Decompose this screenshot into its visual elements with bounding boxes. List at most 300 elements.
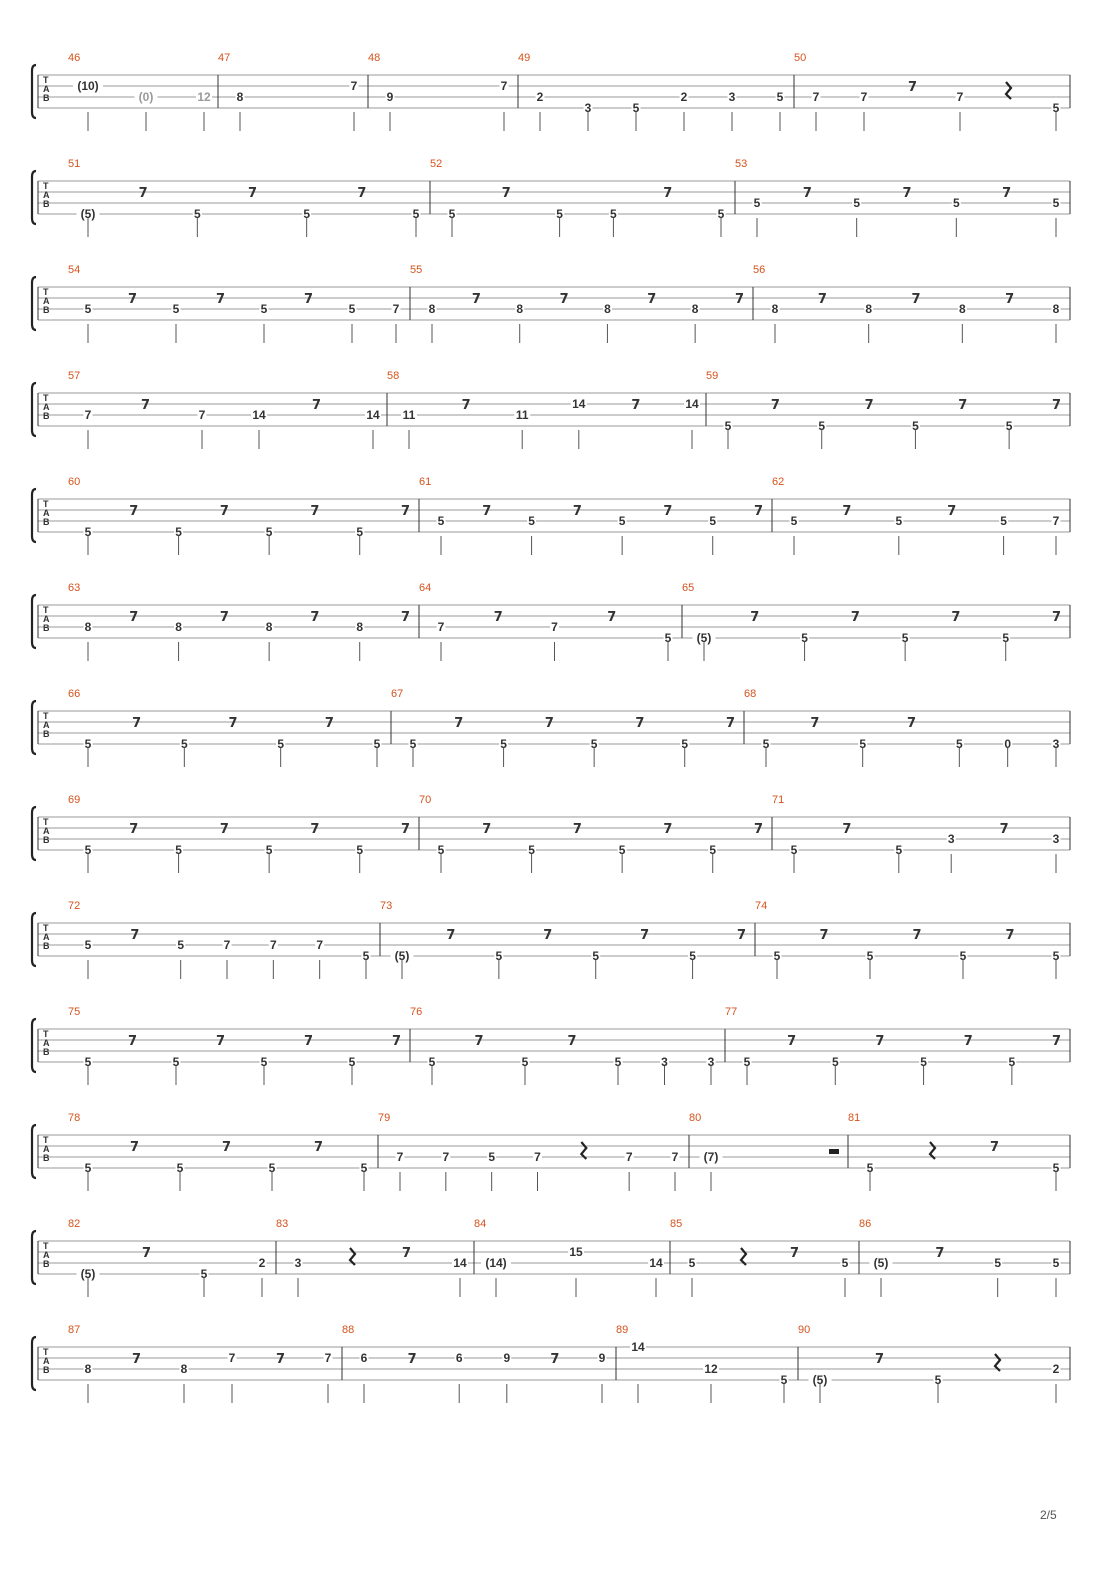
eighth-rest: 7	[663, 504, 673, 519]
tab-clef-letter: B	[43, 517, 50, 527]
eighth-rest: 7	[474, 1034, 484, 1049]
measure-number: 80	[689, 1112, 702, 1124]
tab-clef-letter: T	[43, 393, 49, 403]
system-bracket	[32, 595, 36, 648]
measure-number: 60	[68, 476, 81, 488]
eighth-rest: 7	[501, 186, 511, 201]
fret-number: 7	[392, 302, 400, 316]
measure	[68, 1324, 333, 1403]
tab-clef-letter: A	[43, 402, 50, 412]
measure-number: 70	[419, 794, 432, 806]
fret-number: 5	[265, 843, 273, 857]
fret-number: 5	[818, 419, 826, 433]
fret-number: 5	[743, 1055, 751, 1069]
measure-number: 52	[430, 158, 443, 170]
measure	[68, 1218, 267, 1297]
measure-number: 49	[518, 52, 531, 64]
quarter-rest	[741, 1248, 746, 1265]
fret-number: (10)	[77, 79, 99, 93]
measure	[518, 52, 785, 131]
fret-number: 5	[664, 631, 672, 645]
fret-number: 3	[1052, 832, 1060, 846]
eighth-rest: 7	[314, 1140, 324, 1155]
fret-number: 5	[618, 843, 626, 857]
eighth-rest: 7	[544, 716, 554, 731]
fret-number: 5	[412, 207, 420, 221]
fret-number: 5	[495, 949, 503, 963]
eighth-rest: 7	[392, 1034, 402, 1049]
measure	[68, 158, 421, 237]
fret-number: 5	[790, 843, 798, 857]
fret-number: 5	[1005, 419, 1013, 433]
fret-number: 8	[428, 302, 436, 316]
measure	[378, 1112, 680, 1191]
eighth-rest: 7	[810, 716, 820, 731]
fret-number: 2	[536, 90, 544, 104]
eighth-rest: 7	[248, 186, 258, 201]
quarter-rest	[581, 1142, 586, 1159]
fret-number: 3	[707, 1055, 715, 1069]
measure-number: 79	[378, 1112, 391, 1124]
eighth-rest: 7	[402, 1246, 412, 1261]
fret-number: 5	[521, 1055, 529, 1069]
fret-number: 8	[1052, 302, 1060, 316]
measure-number: 78	[68, 1112, 81, 1124]
eighth-rest: 7	[128, 1034, 138, 1049]
fret-number: (5)	[812, 1373, 828, 1387]
fret-number: 9	[503, 1351, 511, 1365]
eighth-rest: 7	[1005, 292, 1015, 307]
fret-number: 7	[442, 1150, 450, 1164]
quarter-rest	[1006, 82, 1011, 99]
fret-number: 5	[1052, 1161, 1060, 1175]
eighth-rest: 7	[572, 822, 582, 837]
measure-number: 89	[616, 1324, 629, 1336]
page-number: 2/5	[1040, 1508, 1057, 1522]
tab-system	[32, 370, 1070, 449]
fret-number: 5	[610, 207, 617, 221]
measure-number: 59	[706, 370, 719, 382]
fret-number: 5	[1002, 631, 1010, 645]
fret-number: 5	[920, 1055, 927, 1069]
eighth-rest: 7	[312, 398, 322, 413]
eighth-rest: 7	[219, 822, 229, 837]
tab-system	[32, 1112, 1070, 1191]
tab-system	[32, 476, 1070, 555]
eighth-rest: 7	[947, 504, 957, 519]
fret-number: 2	[680, 90, 688, 104]
measure	[430, 158, 726, 237]
fret-number: 5	[790, 514, 798, 528]
measure-number: 90	[798, 1324, 811, 1336]
tab-clef-letter: B	[43, 1047, 50, 1057]
fret-number: 2	[1052, 1362, 1060, 1376]
fret-number: 7	[316, 938, 324, 952]
system-bracket	[32, 913, 36, 966]
fret-number: 5	[268, 1161, 276, 1175]
tab-clef-letter: T	[43, 923, 49, 933]
fret-number: 5	[193, 207, 201, 221]
fret-number: 5	[1052, 1256, 1060, 1270]
eighth-rest: 7	[802, 186, 812, 201]
measure	[753, 264, 1061, 343]
eighth-rest: 7	[130, 928, 140, 943]
measure	[772, 794, 1061, 873]
fret-number: 5	[84, 1161, 92, 1175]
eighth-rest: 7	[850, 610, 860, 625]
fret-number: 5	[356, 525, 364, 539]
measure	[772, 476, 1061, 555]
fret-number: 5	[260, 1055, 268, 1069]
measure	[68, 688, 382, 767]
fret-number: 14	[572, 397, 586, 411]
fret-number: 5	[356, 843, 364, 857]
fret-number: 5	[176, 1161, 184, 1175]
measure-number: 76	[410, 1006, 423, 1018]
measure	[474, 1218, 664, 1297]
measure-number: 69	[68, 794, 81, 806]
eighth-rest: 7	[130, 1140, 140, 1155]
measure	[68, 476, 410, 555]
system-bracket	[32, 1019, 36, 1072]
system-bracket	[32, 277, 36, 330]
measure-number: 68	[744, 688, 757, 700]
tab-clef-letter: T	[43, 605, 49, 615]
fret-number: 5	[277, 737, 285, 751]
quarter-rest	[930, 1142, 935, 1159]
fret-number: 3	[294, 1256, 302, 1270]
fret-number: 5	[689, 949, 696, 963]
fret-number: 7	[812, 90, 820, 104]
eighth-rest: 7	[787, 1034, 797, 1049]
eighth-rest: 7	[735, 292, 745, 307]
fret-number: 5	[84, 737, 92, 751]
measure	[410, 1006, 716, 1085]
eighth-rest: 7	[216, 1034, 226, 1049]
tab-clef-letter: A	[43, 1144, 50, 1154]
fret-number: 8	[356, 620, 364, 634]
fret-number: 5	[84, 938, 92, 952]
eighth-rest: 7	[864, 398, 874, 413]
fret-number: 12	[197, 90, 211, 104]
fret-number: 3	[661, 1055, 668, 1069]
measure	[744, 688, 1061, 767]
measure-number: 64	[419, 582, 432, 594]
fret-number: 8	[865, 302, 873, 316]
eighth-rest: 7	[663, 186, 673, 201]
measure-number: 74	[755, 900, 768, 912]
measure	[68, 582, 410, 661]
tab-clef-letter: T	[43, 75, 49, 85]
fret-number: (5)	[80, 1267, 96, 1281]
eighth-rest: 7	[567, 1034, 577, 1049]
fret-number: 15	[569, 1245, 583, 1259]
measure-number: 51	[68, 158, 81, 170]
eighth-rest: 7	[493, 610, 503, 625]
eighth-rest: 7	[935, 1246, 945, 1261]
measure-number: 57	[68, 370, 81, 382]
fret-number: 5	[859, 737, 867, 751]
eighth-rest: 7	[276, 1352, 286, 1367]
fret-number: 11	[515, 408, 529, 422]
fret-number: (5)	[80, 207, 96, 221]
tab-clef-letter: T	[43, 181, 49, 191]
tab-clef-letter: A	[43, 720, 50, 730]
fret-number: 3	[1052, 737, 1060, 751]
fret-number: 5	[200, 1267, 208, 1281]
measure-number: 55	[410, 264, 423, 276]
measure-number: 77	[725, 1006, 738, 1018]
tab-clef-letter: A	[43, 1038, 50, 1048]
tab-clef-letter: A	[43, 614, 50, 624]
fret-number: 7	[534, 1150, 541, 1164]
tab-system	[32, 794, 1070, 873]
measure	[616, 1324, 789, 1403]
fret-number: 5	[84, 525, 92, 539]
fret-number: 8	[175, 620, 182, 634]
fret-number: 8	[604, 302, 611, 316]
fret-number: 7	[223, 938, 231, 952]
fret-number: 8	[265, 620, 273, 634]
fret-number: 8	[180, 1362, 188, 1376]
fret-number: 5	[866, 1161, 874, 1175]
fret-number: 5	[895, 843, 903, 857]
fret-number: 5	[1008, 1055, 1016, 1069]
tab-clef-letter: B	[43, 835, 50, 845]
measure	[848, 1112, 1061, 1191]
eighth-rest: 7	[550, 1352, 560, 1367]
system-bracket	[32, 701, 36, 754]
eighth-rest: 7	[219, 504, 229, 519]
measure	[391, 688, 735, 767]
fret-number: 5	[959, 949, 967, 963]
measure	[68, 370, 381, 449]
eighth-rest: 7	[754, 822, 764, 837]
eighth-rest: 7	[911, 292, 921, 307]
fret-number: 5	[437, 843, 445, 857]
fret-number: 7	[860, 90, 868, 104]
eighth-rest: 7	[543, 928, 553, 943]
measure-number: 47	[218, 52, 231, 64]
fret-number: 5	[556, 207, 563, 221]
fret-number: 14	[252, 408, 266, 422]
fret-number: 5	[1000, 514, 1007, 528]
tab-system	[32, 158, 1070, 237]
eighth-rest: 7	[310, 504, 320, 519]
eighth-rest: 7	[129, 610, 139, 625]
measure-number: 82	[68, 1218, 81, 1230]
tab-clef-letter: B	[43, 305, 50, 315]
eighth-rest: 7	[754, 504, 764, 519]
measure	[859, 1218, 1061, 1297]
tab-clef-letter: A	[43, 190, 50, 200]
measure-number: 83	[276, 1218, 289, 1230]
fret-number: 5	[709, 843, 717, 857]
tab-clef-letter: B	[43, 1259, 50, 1269]
measure-number: 72	[68, 900, 81, 912]
fret-number: 5	[853, 196, 861, 210]
measure	[368, 52, 509, 131]
fret-number: 12	[704, 1362, 718, 1376]
fret-number: 5	[934, 1373, 942, 1387]
eighth-rest: 7	[482, 504, 492, 519]
system-bracket	[32, 383, 36, 436]
fret-number: 6	[455, 1351, 463, 1365]
eighth-rest: 7	[141, 398, 151, 413]
tab-clef-letter: B	[43, 1153, 50, 1163]
tab-clef-letter: B	[43, 93, 50, 103]
eighth-rest: 7	[726, 716, 736, 731]
eighth-rest: 7	[908, 80, 918, 95]
eighth-rest: 7	[990, 1140, 1000, 1155]
fret-number: 5	[901, 631, 909, 645]
tab-clef-letter: A	[43, 84, 50, 94]
measure	[755, 900, 1061, 979]
fret-number: 5	[528, 514, 535, 528]
fret-number: 5	[762, 737, 770, 751]
fret-number: 5	[841, 1256, 849, 1270]
measure	[68, 264, 401, 343]
fret-number: 7	[396, 1150, 404, 1164]
measure-number: 46	[68, 52, 81, 64]
fret-number: 5	[590, 737, 598, 751]
tab-clef-letter: B	[43, 411, 50, 421]
fret-number: 14	[631, 1340, 645, 1354]
fret-number: 5	[912, 419, 919, 433]
eighth-rest: 7	[324, 716, 334, 731]
tab-clef-letter: A	[43, 826, 50, 836]
fret-number: 8	[691, 302, 699, 316]
measure-number: 66	[68, 688, 81, 700]
eighth-rest: 7	[401, 822, 411, 837]
measure	[725, 1006, 1061, 1085]
tab-clef-letter: T	[43, 1347, 49, 1357]
eighth-rest: 7	[228, 716, 238, 731]
eighth-rest: 7	[304, 1034, 314, 1049]
fret-number: 7	[1052, 514, 1060, 528]
eighth-rest: 7	[142, 1246, 152, 1261]
measure	[794, 52, 1061, 131]
tab-clef-letter: B	[43, 623, 50, 633]
eighth-rest: 7	[482, 822, 492, 837]
fret-number: 5	[614, 1055, 622, 1069]
fret-number: (5)	[696, 631, 712, 645]
measure	[682, 582, 1061, 661]
fret-number: 14	[366, 408, 380, 422]
fret-number: 14	[649, 1256, 663, 1270]
tab-clef-letter: T	[43, 1029, 49, 1039]
eighth-rest: 7	[471, 292, 481, 307]
eighth-rest: 7	[310, 822, 320, 837]
measure	[276, 1218, 468, 1297]
measure-number: 73	[380, 900, 393, 912]
eighth-rest: 7	[875, 1352, 885, 1367]
fret-number: 5	[866, 949, 874, 963]
eighth-rest: 7	[129, 822, 139, 837]
fret-number: 5	[955, 737, 963, 751]
fret-number: 5	[175, 525, 182, 539]
eighth-rest: 7	[357, 186, 367, 201]
fret-number: 5	[709, 514, 717, 528]
fret-number: 11	[402, 408, 416, 422]
measure	[735, 158, 1061, 237]
fret-number: 7	[551, 620, 558, 634]
fret-number: 5	[373, 737, 381, 751]
eighth-rest: 7	[819, 928, 829, 943]
fret-number: 3	[947, 832, 955, 846]
measure-number: 61	[419, 476, 432, 488]
fret-number: (5)	[873, 1256, 889, 1270]
fret-number: 5	[362, 949, 370, 963]
fret-number: 3	[728, 90, 736, 104]
measure	[68, 1112, 369, 1191]
fret-number: 7	[269, 938, 277, 952]
tab-system	[32, 52, 1070, 131]
measure-number: 53	[735, 158, 748, 170]
fret-number: 5	[177, 938, 185, 952]
fret-number: 5	[84, 1055, 92, 1069]
measure	[380, 900, 746, 979]
eighth-rest: 7	[132, 1352, 142, 1367]
fret-number: 7	[350, 79, 358, 93]
fret-number: 5	[632, 101, 640, 115]
fret-number: 7	[625, 1150, 633, 1164]
measure-number: 75	[68, 1006, 81, 1018]
tab-clef-letter: T	[43, 499, 49, 509]
measure-number: 86	[859, 1218, 872, 1230]
eighth-rest: 7	[963, 1034, 973, 1049]
half-rest	[829, 1149, 839, 1154]
tab-clef-letter: T	[43, 1241, 49, 1251]
measure	[419, 582, 673, 661]
fret-number: 7	[500, 79, 508, 93]
measure-number: 63	[68, 582, 81, 594]
eighth-rest: 7	[737, 928, 747, 943]
fret-number: 2	[258, 1256, 266, 1270]
eighth-rest: 7	[1052, 398, 1062, 413]
eighth-rest: 7	[401, 504, 411, 519]
measure-number: 50	[794, 52, 807, 64]
fret-number: 5	[175, 843, 182, 857]
measure	[419, 794, 763, 873]
fret-number: 5	[776, 90, 784, 104]
measure-number: 84	[474, 1218, 487, 1230]
eighth-rest: 7	[647, 292, 657, 307]
tab-system	[32, 1218, 1070, 1297]
fret-number: 5	[681, 737, 689, 751]
measure	[387, 370, 700, 449]
measure	[798, 1324, 1061, 1403]
eighth-rest: 7	[902, 186, 912, 201]
fret-number: 5	[592, 949, 600, 963]
fret-number: 8	[516, 302, 524, 316]
system-bracket	[32, 1231, 36, 1284]
fret-number: 5	[348, 1055, 356, 1069]
fret-number: (0)	[138, 90, 154, 104]
fret-number: 5	[488, 1150, 496, 1164]
system-bracket	[32, 807, 36, 860]
measure	[342, 1324, 607, 1403]
fret-number: 8	[236, 90, 244, 104]
eighth-rest: 7	[559, 292, 569, 307]
eighth-rest: 7	[219, 610, 229, 625]
fret-number: 8	[84, 620, 92, 634]
fret-number: 5	[84, 843, 92, 857]
fret-number: 14	[685, 397, 699, 411]
eighth-rest: 7	[1052, 1034, 1062, 1049]
tab-clef-letter: A	[43, 932, 50, 942]
measure-number: 56	[753, 264, 766, 276]
